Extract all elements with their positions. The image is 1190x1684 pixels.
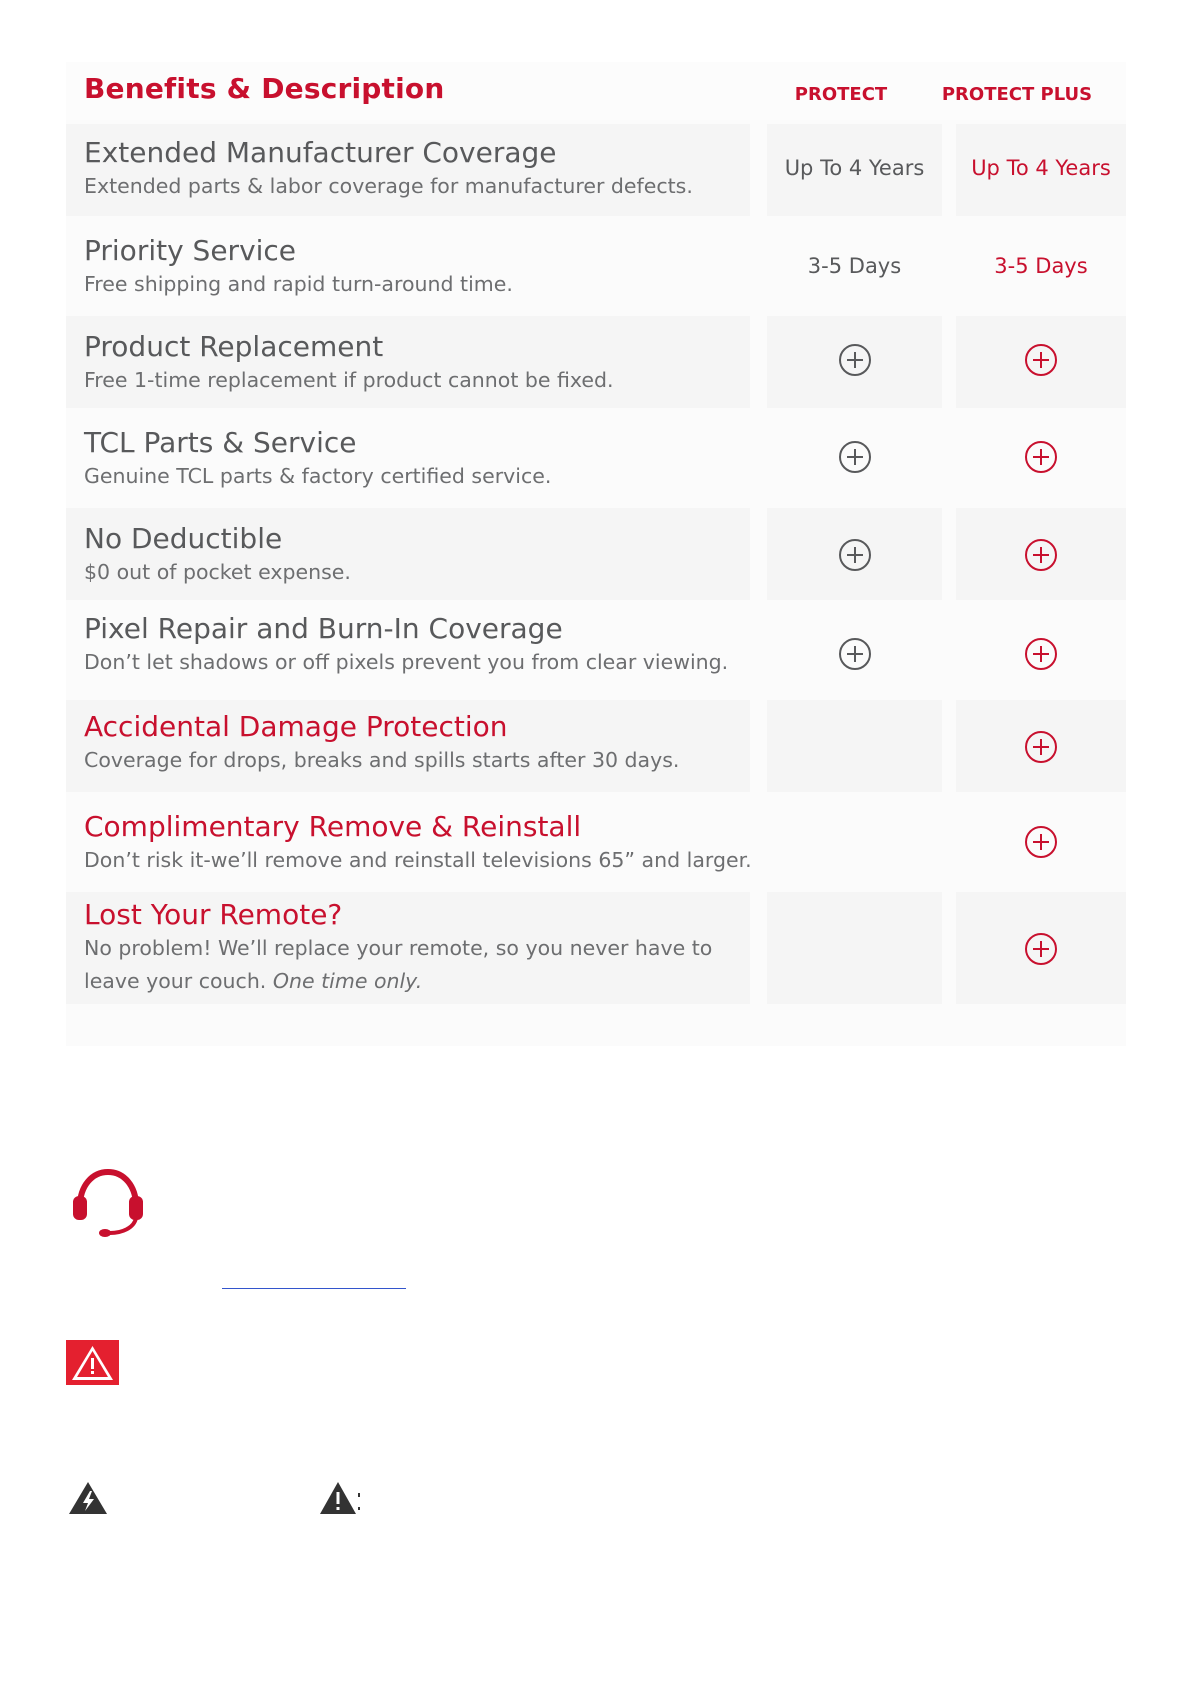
protect-plus-cell	[956, 412, 1126, 504]
plus-circle-icon	[838, 637, 872, 671]
plus-circle-icon	[1024, 440, 1058, 474]
table-row	[66, 604, 1126, 696]
benefit-description: Don’t risk it-we’ll remove and reinstall televisions 65” and larger.	[84, 848, 752, 872]
table-row	[66, 220, 1126, 312]
plus-circle-icon	[838, 440, 872, 474]
protect-cell	[767, 124, 942, 216]
table-header	[66, 62, 1126, 120]
electric-shock-icon	[68, 1481, 108, 1515]
plus-circle-icon	[1024, 730, 1058, 764]
benefit-title: Accidental Damage Protection	[84, 710, 508, 743]
benefit-title: TCL Parts & Service	[84, 426, 357, 459]
protect-plus-cell	[956, 508, 1126, 600]
plus-circle-icon	[1024, 825, 1058, 859]
protect-plus-cell	[956, 124, 1126, 216]
benefit-cell	[66, 700, 750, 792]
protect-cell	[767, 796, 942, 888]
benefit-cell	[66, 796, 750, 888]
protect-value: Up To 4 Years	[784, 156, 925, 180]
benefit-title: Lost Your Remote?	[84, 898, 343, 931]
benefit-title: Priority Service	[84, 234, 297, 267]
protect-cell	[767, 412, 942, 504]
benefit-description: Extended parts & labor coverage for manufacturer defects.	[84, 174, 693, 198]
benefit-title: No Deductible	[84, 522, 283, 555]
plus-circle-icon	[838, 343, 872, 377]
plus-circle-icon	[838, 538, 872, 572]
benefits-table	[66, 62, 1126, 1046]
table-row	[66, 316, 1126, 408]
benefit-cell	[66, 892, 750, 1004]
benefit-description: Don’t let shadows or off pixels prevent you from clear viewing.	[84, 650, 729, 674]
benefit-description: $0 out of pocket expense.	[84, 560, 351, 584]
protect-cell	[767, 604, 942, 696]
protect-cell	[767, 220, 942, 312]
column-header-protect: PROTECT	[794, 84, 888, 105]
plus-circle-icon	[1024, 932, 1058, 966]
table-row	[66, 700, 1126, 792]
benefit-title: Complimentary Remove & Reinstall	[84, 810, 582, 843]
table-row	[66, 508, 1126, 600]
protect-plus-cell	[956, 604, 1126, 696]
protect-plus-cell	[956, 700, 1126, 792]
protect-cell	[767, 508, 942, 600]
plus-circle-icon	[1024, 538, 1058, 572]
benefit-cell	[66, 124, 750, 216]
table-row	[66, 124, 1126, 216]
protect-plus-value: Up To 4 Years	[971, 156, 1111, 180]
plus-circle-icon	[1024, 343, 1058, 377]
protect-plus-cell	[956, 796, 1126, 888]
benefit-title: Extended Manufacturer Coverage	[84, 136, 557, 169]
benefit-cell	[66, 508, 750, 600]
protect-cell	[767, 316, 942, 408]
benefit-description-line-2: leave your couch. One time only.	[84, 969, 423, 993]
table-title: Benefits & Description	[84, 72, 445, 105]
protect-cell	[767, 700, 942, 792]
column-header-protect-plus: PROTECT PLUS	[941, 84, 1093, 105]
benefit-description: Coverage for drops, breaks and spills starts after 30 days.	[84, 748, 680, 772]
warning-icon	[66, 1340, 119, 1385]
benefit-description: Free shipping and rapid turn-around time.	[84, 272, 513, 296]
benefit-description: Free 1-time replacement if product cannot be fixed.	[84, 368, 614, 392]
protect-plus-cell	[956, 892, 1126, 1004]
protect-plus-value: 3-5 Days	[994, 254, 1088, 278]
protect-plus-cell	[956, 316, 1126, 408]
benefit-cell	[66, 316, 750, 408]
benefit-description-line-1: No problem! We’ll replace your remote, so you never have to	[84, 936, 713, 960]
table-row	[66, 796, 1126, 888]
table-row	[66, 892, 1126, 1004]
benefit-cell	[66, 412, 750, 504]
benefit-cell	[66, 220, 750, 312]
one-time-note: One time only.	[272, 969, 423, 993]
caution-icon	[320, 1481, 362, 1515]
benefit-description: Genuine TCL parts & factory certified service.	[84, 464, 552, 488]
protect-value: 3-5 Days	[807, 254, 902, 278]
protect-cell	[767, 892, 942, 1004]
benefit-title: Product Replacement	[84, 330, 384, 363]
benefit-cell	[66, 604, 750, 696]
headset-icon	[70, 1166, 146, 1240]
support-link[interactable]	[222, 1288, 406, 1289]
benefit-title: Pixel Repair and Burn-In Coverage	[84, 612, 563, 645]
plus-circle-icon	[1024, 637, 1058, 671]
table-row	[66, 412, 1126, 504]
protect-plus-cell	[956, 220, 1126, 312]
